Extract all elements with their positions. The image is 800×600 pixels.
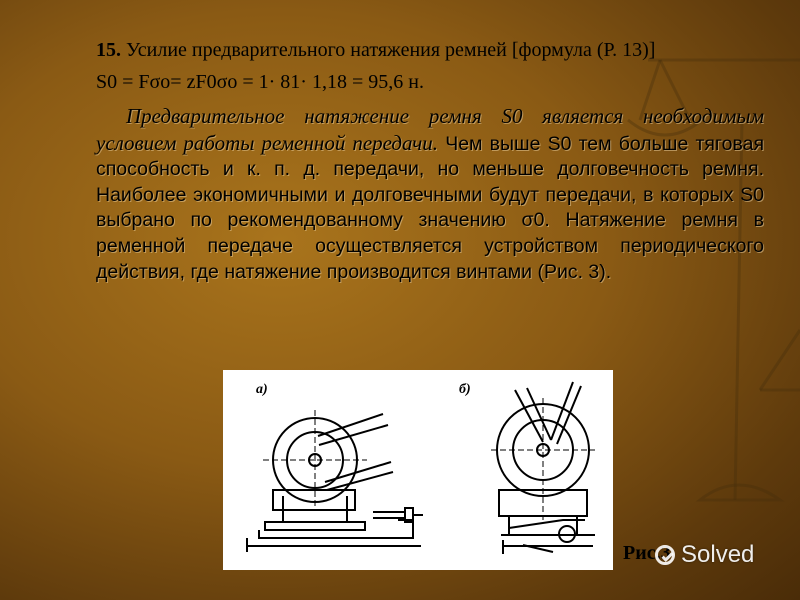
check-circle-icon — [655, 545, 675, 565]
belt-drive-figure — [223, 370, 613, 570]
figure-label-b: б) — [459, 382, 471, 397]
figure-caption: Рис.3 — [623, 542, 671, 564]
slide-content — [96, 38, 764, 305]
body-paragraph — [96, 104, 764, 285]
watermark-text: Solved — [681, 541, 755, 568]
figure-label-a: а) — [256, 382, 268, 397]
belt-drive-drawing — [223, 370, 613, 570]
paragraph-text: Чем выше S0 тем больше тяговая способность и к. п. д. передачи, но меньше долговечность ремня. Наиболее экономичными и долговечными будут передачи, в которых S0 выбрано по рекомендованному значению σ0. Натяжение ремня в ременной передаче осуществляется устройством периодического действия, где натяжение производится винтами (Рис. 3). — [96, 132, 765, 283]
paragraph-italic-lead: Предварительное натяжение ремня S0 является необходимым условием работы ременной передачи. — [96, 104, 764, 155]
heading-number: 15. — [96, 39, 121, 61]
slide-heading — [96, 38, 764, 62]
tension-formula: S0 = Fσo= zF0σo = 1· 81· 1,18 = 95,6 н. — [96, 71, 424, 93]
watermark — [655, 538, 790, 572]
heading-text: Усилие предварительного натяжения ремней [формула (Р. 13)] — [121, 39, 656, 61]
